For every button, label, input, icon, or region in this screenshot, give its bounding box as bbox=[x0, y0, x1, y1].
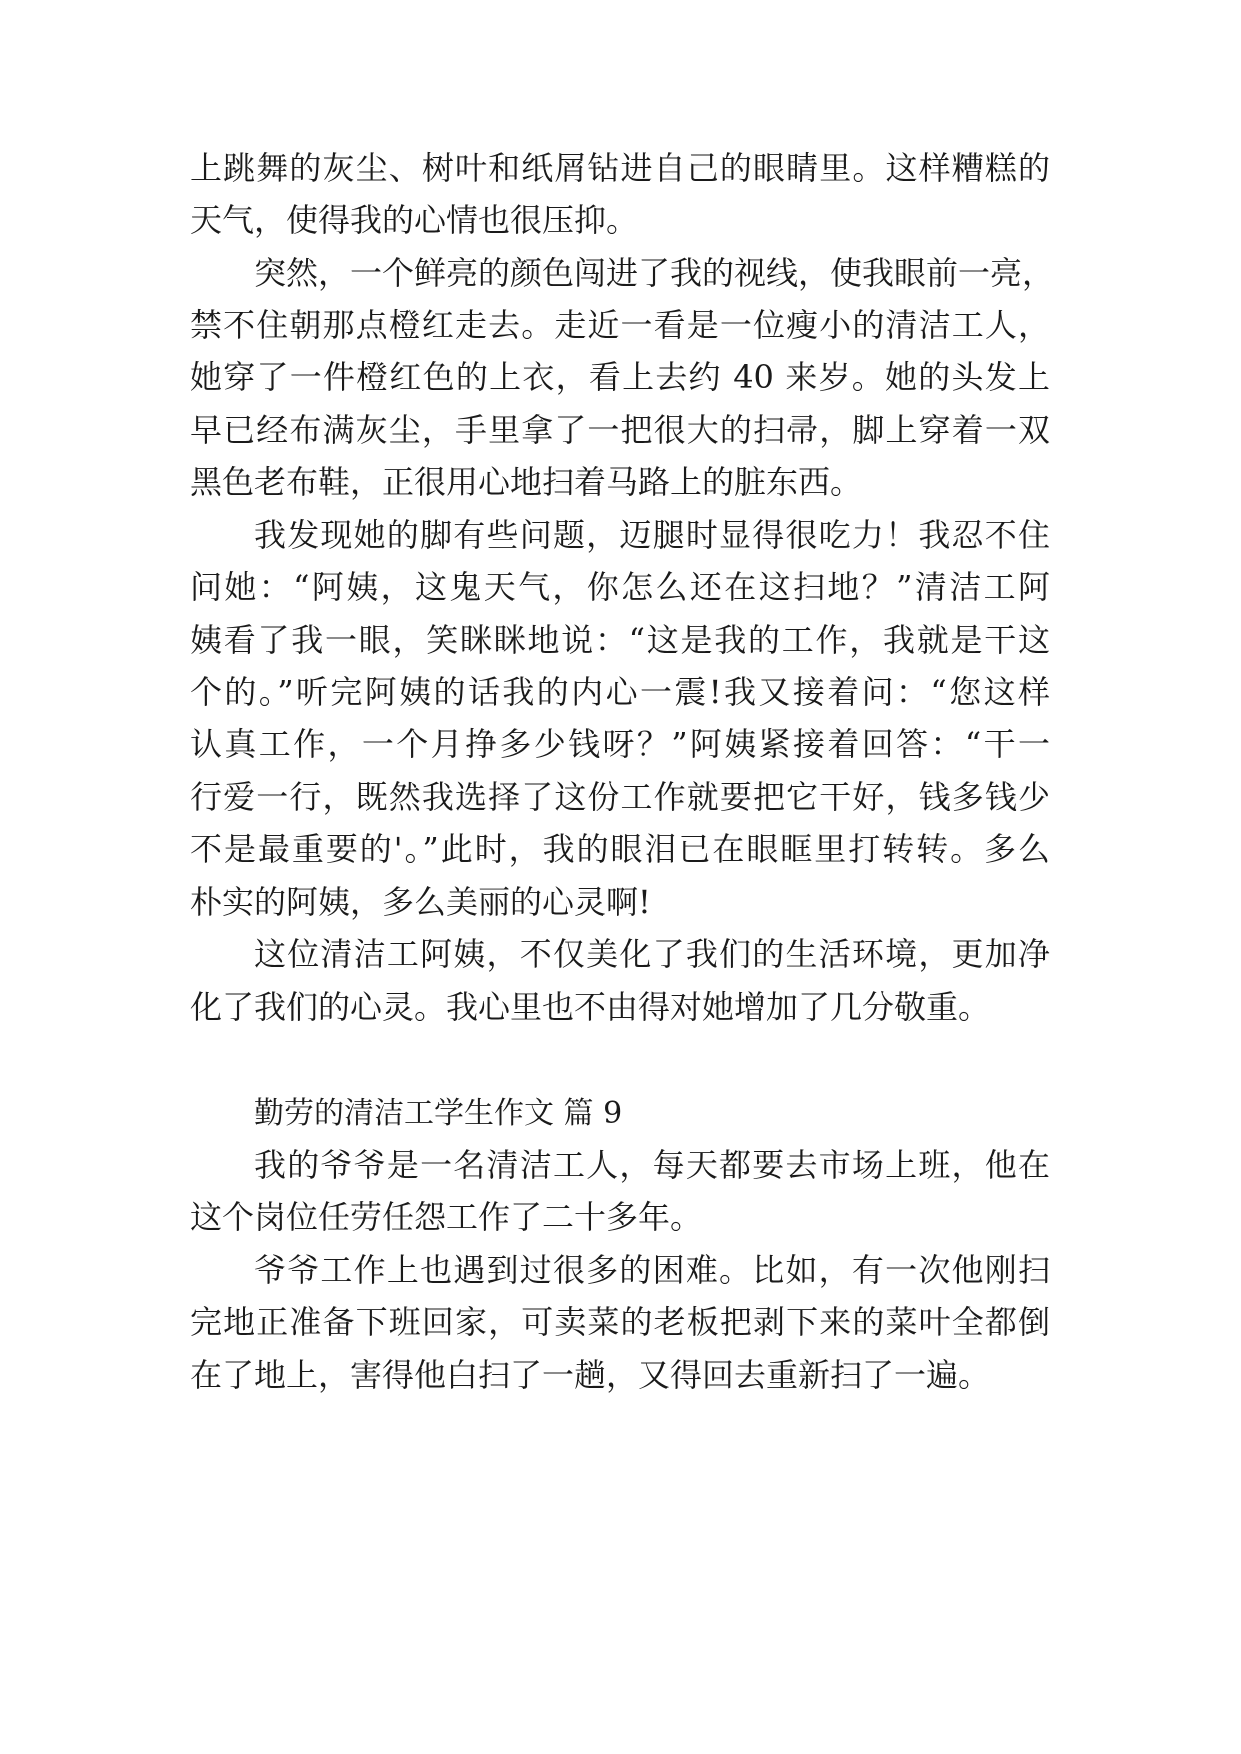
text-line: 问她：“阿姨，这鬼天气，你怎么还在这扫地？”清洁工阿 bbox=[190, 568, 1050, 606]
text-line: 姨看了我一眼，笑眯眯地说：“这是我的工作，我就是干这 bbox=[190, 621, 1050, 659]
text-line: 天气，使得我的心情也很压抑。 bbox=[190, 201, 639, 239]
text-line: 她穿了一件橙红色的上衣，看上去约 40 来岁。她的头发上 bbox=[190, 358, 1050, 396]
text-line: 禁不住朝那点橙红走去。走近一看是一位瘦小的清洁工人， bbox=[190, 306, 1050, 344]
text-line: 个的。”听完阿姨的话我的内心一震!我又接着问：“您这样 bbox=[190, 673, 1050, 711]
text-line: 早已经布满灰尘，手里拿了一把很大的扫帚，脚上穿着一双 bbox=[190, 411, 1050, 449]
text-line: 我发现她的脚有些问题，迈腿时显得很吃力！我忍不住 bbox=[254, 516, 1050, 554]
text-line: 行爱一行，既然我选择了这份工作就要把它干好，钱多钱少 bbox=[190, 778, 1050, 816]
text-line: 上跳舞的灰尘、树叶和纸屑钻进自己的眼睛里。这样糟糕的 bbox=[190, 149, 1050, 187]
section-heading: 勤劳的清洁工学生作文 篇 9 bbox=[254, 1096, 623, 1131]
text-line: 朴实的阿姨，多么美丽的心灵啊! bbox=[190, 883, 651, 921]
text-line: 爷爷工作上也遇到过很多的困难。比如，有一次他刚扫 bbox=[254, 1251, 1050, 1289]
text-line: 化了我们的心灵。我心里也不由得对她增加了几分敬重。 bbox=[190, 988, 991, 1026]
text-line: 在了地上，害得他白扫了一趟，又得回去重新扫了一遍。 bbox=[190, 1356, 991, 1394]
text-line: 这个岗位任劳任怨工作了二十多年。 bbox=[190, 1198, 703, 1236]
text-line: 完地正准备下班回家，可卖菜的老板把剥下来的菜叶全都倒 bbox=[190, 1303, 1050, 1341]
text-line: 我的爷爷是一名清洁工人，每天都要去市场上班，他在 bbox=[254, 1146, 1050, 1184]
text-line: 黑色老布鞋，正很用心地扫着马路上的脏东西。 bbox=[190, 463, 863, 501]
text-line: 突然，一个鲜亮的颜色闯进了我的视线，使我眼前一亮， bbox=[254, 254, 1055, 292]
text-line: 认真工作，一个月挣多少钱呀？”阿姨紧接着回答：“干一 bbox=[190, 725, 1050, 763]
text-line: 这位清洁工阿姨，不仅美化了我们的生活环境，更加净 bbox=[254, 935, 1050, 973]
text-line: 不是最重要的'。”此时，我的眼泪已在眼眶里打转转。多么 bbox=[190, 830, 1050, 868]
